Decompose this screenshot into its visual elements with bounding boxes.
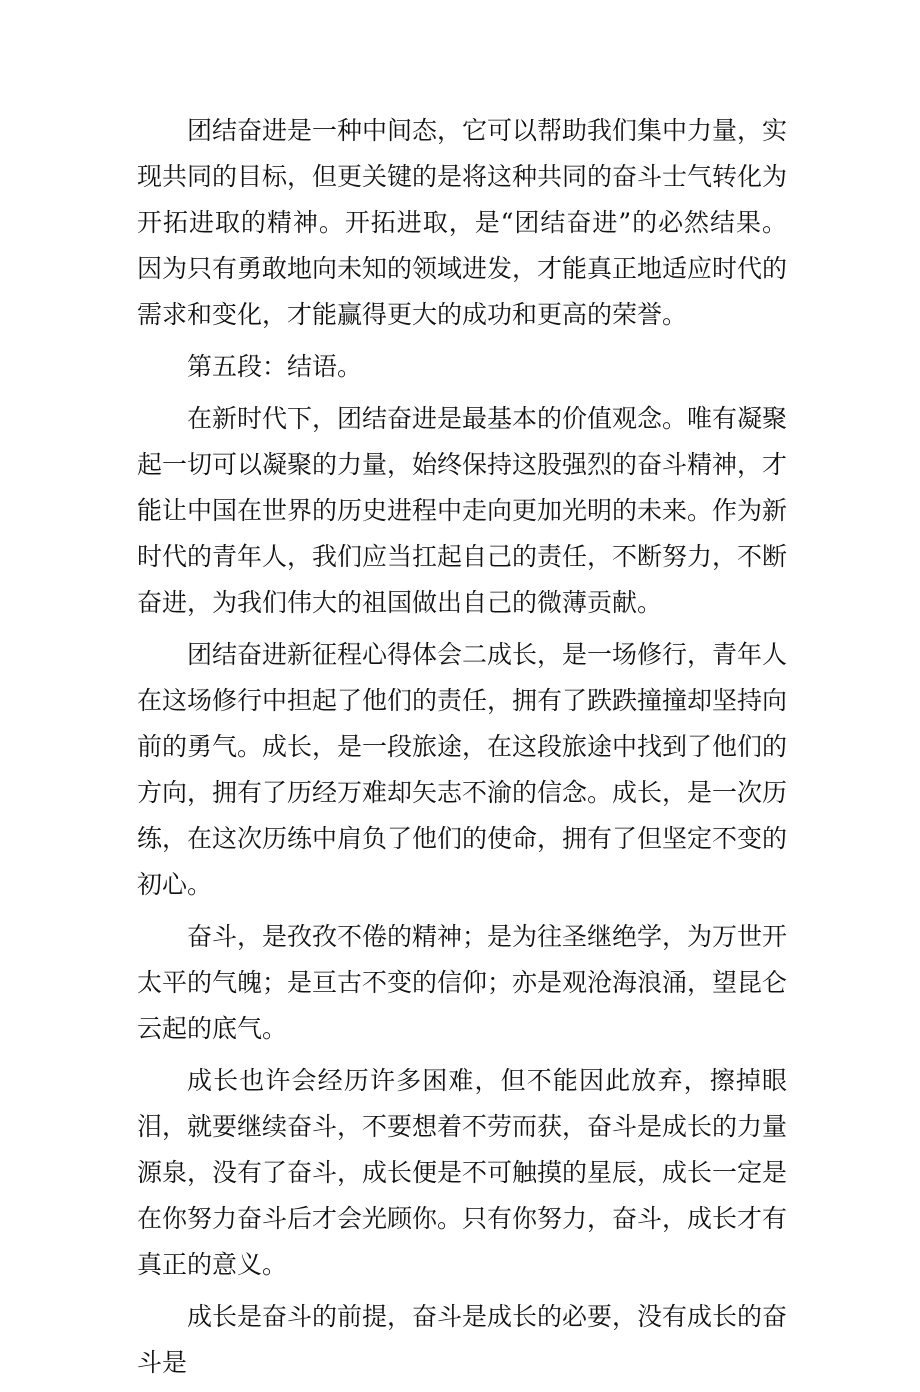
paragraph-3: 团结奋进新征程心得体会二成长，是一场修行，青年人在这场修行中担起了他们的责任，拥有了跌跌撞撞却坚持向前的勇气。成长，是一段旅途，在这段旅途中找到了他们的方向，拥有了历经万难却矢志不渝的信念。成长，是一次历练，在这次历练中肩负了他们的使命，拥有了但坚定不变的初心。 [137,640,788,899]
document-body [137,108,787,1392]
paragraph-6: 成长是奋斗的前提，奋斗是成长的必要，没有成长的奋斗是 [137,1302,788,1377]
paragraph-2: 在新时代下，团结奋进是最基本的价值观念。唯有凝聚起一切可以凝聚的力量，始终保持这股强烈的奋斗精神，才能让中国在世界的历史进程中走向更加光明的未来。作为新时代的青年人，我们应当扛起自己的责任，不断努力，不断奋进，为我们伟大的祖国做出自己的微薄贡献。 [137,404,788,617]
section-heading: 第五段：结语。 [187,352,363,381]
paragraph-5: 成长也许会经历许多困难，但不能因此放弃，擦掉眼泪，就要继续奋斗，不要想着不劳而获，奋斗是成长的力量源泉，没有了奋斗，成长便是不可触摸的星辰，成长一定是在你努力奋斗后才会光顾你。只有你努力，奋斗，成长才有真正的意义。 [137,1066,788,1279]
paragraph-1: 团结奋进是一种中间态，它可以帮助我们集中力量，实现共同的目标，但更关键的是将这种共同的奋斗士气转化为开拓进取的精神。开拓进取，是“团结奋进”的必然结果。因为只有勇敢地向未知的领域进发，才能真正地适应时代的需求和变化，才能赢得更大的成功和更高的荣誉。 [137,116,788,329]
paragraph-4: 奋斗，是孜孜不倦的精神；是为往圣继绝学，为万世开太平的气魄；是亘古不变的信仰；亦是观沧海浪涌，望昆仑云起的底气。 [137,922,788,1043]
